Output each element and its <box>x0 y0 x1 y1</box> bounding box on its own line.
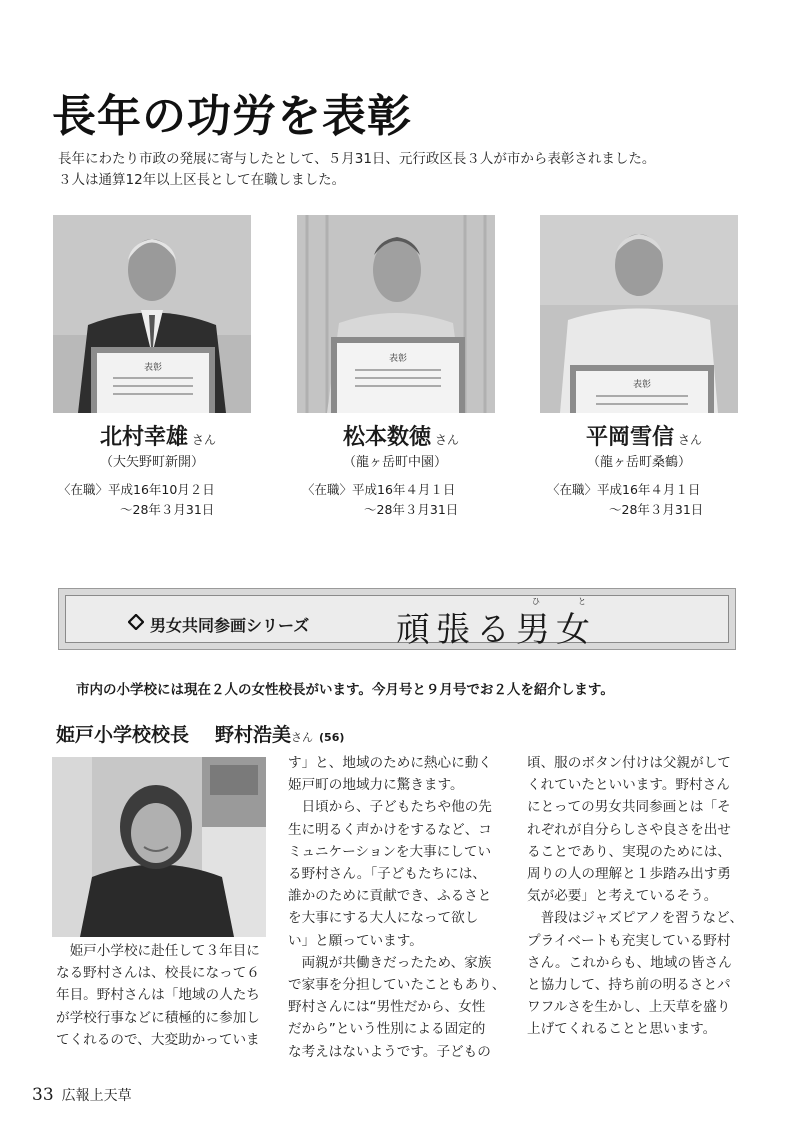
furigana: ひ <box>532 597 540 606</box>
term-end: ～28年３月31日 <box>364 502 459 517</box>
profile-age: (56) <box>319 731 345 744</box>
page-number: 33 <box>32 1085 54 1105</box>
article-line: な考えはないようです。子どもの <box>288 1043 491 1060</box>
series-title-text: 頑張る男女 <box>396 610 596 650</box>
article-line: 姫戸小学校に赴任して３年目に <box>56 943 260 959</box>
page-title: 長年の功労を表彰 <box>52 91 412 142</box>
honorific: さん <box>192 433 217 447</box>
honoree-name <box>524 420 764 451</box>
profile-heading <box>56 720 344 747</box>
honoree-name-text: 北村幸雄 <box>99 424 188 450</box>
series-label: 男女共同参画シリーズ <box>150 616 310 635</box>
honoree-name <box>281 420 521 451</box>
article-line: 日頃から、子どもたちや他の先 <box>288 799 492 816</box>
term-end: ～28年３月31日 <box>120 502 215 517</box>
honoree-term <box>58 480 215 520</box>
article-line: 普段はジャズピアノを習うなど、 <box>527 910 744 927</box>
page-footer <box>32 1085 132 1105</box>
lead-text: 市内の小学校には現在２人の女性校長がいます。今月号と９月号でお２人を紹介します。 <box>76 682 614 698</box>
article-line: 野村さんには“男性だから、女性 <box>288 999 486 1016</box>
profile-name: 野村浩美 <box>215 724 292 746</box>
honoree-photo-hiraoka <box>540 215 738 413</box>
article-line: 頃、服のボタン付けは父親がして <box>527 755 731 771</box>
honoree-photo-matsumoto <box>297 215 495 413</box>
article-line: る野村さん。「子どもたちには、 <box>288 866 486 883</box>
term-start: 〈在職〉平成16年10月２日 <box>58 482 215 497</box>
article-column-2 <box>288 752 508 1063</box>
article-line: で家事を分担していたこともあり、 <box>288 977 506 994</box>
honoree-name <box>38 420 278 451</box>
article-line: ることであり、実現のためには、 <box>527 843 731 860</box>
article-line: 生に明るく声かけをするなど、コ <box>288 821 492 838</box>
article-line: 年目。野村さんは「地域の人たち <box>56 987 260 1004</box>
article-column-3 <box>527 752 747 1041</box>
article-line: 上げてくれることと思います。 <box>527 1021 717 1038</box>
diamond-icon <box>128 614 144 630</box>
intro-line: 長年にわたり市政の発展に寄与したとして、５月31日、元行政区長３人が市から表彰されました。 <box>58 151 656 167</box>
article-line: 誰かのために貢献でき、ふるさと <box>288 888 492 905</box>
honoree-area: （龍ヶ岳町中園） <box>342 455 447 470</box>
article-line: くれていたといいます。野村さん <box>527 777 730 794</box>
article-line: 気が必要」と考えているそう。 <box>527 888 718 905</box>
honorific: さん <box>291 731 314 744</box>
honoree-photo-kitamura <box>53 215 251 413</box>
article-column-1 <box>56 940 276 1051</box>
article-line: だから”という性別による固定的 <box>288 1021 486 1038</box>
honorific: さん <box>678 433 703 447</box>
article-line: プライベートも充実している野村 <box>527 932 731 949</box>
series-title <box>396 597 596 651</box>
furigana: と <box>578 597 586 606</box>
article-line: す」と、地域のために熱心に動く <box>288 755 492 771</box>
term-end: ～28年３月31日 <box>609 502 704 517</box>
article-line: 周りの人の理解と１歩踏み出す勇 <box>527 866 731 883</box>
series-banner-inner <box>65 595 729 650</box>
honoree-area: （龍ヶ岳町桑鶴） <box>586 455 691 470</box>
honoree-area: （大矢野町新開） <box>99 455 204 470</box>
term-start: 〈在職〉平成16年４月１日 <box>547 482 701 497</box>
certificate-heading: 表彰 <box>632 380 652 390</box>
article-line: 姫戸町の地域力に驚きます。 <box>288 777 464 794</box>
article-line: い」と願っています。 <box>288 932 423 949</box>
certificate-heading: 表彰 <box>143 363 163 373</box>
intro-text <box>58 149 655 191</box>
honorific: さん <box>435 433 460 447</box>
article-line: なる野村さんは、校長になって６ <box>56 965 260 982</box>
principal-photo <box>52 757 266 937</box>
honoree-name-text: 松本数徳 <box>342 424 431 450</box>
honoree-term <box>547 480 703 520</box>
article-line: にとっての男女共同参画とは「そ <box>527 799 731 816</box>
article-line: ワフルさを生かし、上天草を盛り <box>527 999 731 1016</box>
article-line: さん。これからも、地域の皆さん <box>527 954 732 971</box>
honoree-term <box>302 480 458 520</box>
intro-line: ３人は通算12年以上区長として在職しました。 <box>58 172 346 188</box>
publication-name: 広報上天草 <box>61 1088 132 1104</box>
article-line: ミュニケーションを大事にしてい <box>288 843 492 860</box>
article-line: を大事にする大人になって欲し <box>288 910 479 927</box>
certificate-heading: 表彰 <box>388 354 408 364</box>
article-line: てくれるので、大変助かっていま <box>56 1031 260 1048</box>
profile-school: 姫戸小学校校長 <box>56 724 190 746</box>
article-line: が学校行事などに積極的に参加し <box>56 1009 260 1026</box>
article-line: と協力して、持ち前の明るさとパ <box>527 977 731 994</box>
article-line: れぞれが自分らしさや良さを出せ <box>527 821 731 838</box>
series-banner <box>58 588 736 650</box>
honoree-name-text: 平岡雪信 <box>585 424 674 450</box>
term-start: 〈在職〉平成16年４月１日 <box>302 482 456 497</box>
article-line: 両親が共働きだったため、家族 <box>288 954 492 971</box>
